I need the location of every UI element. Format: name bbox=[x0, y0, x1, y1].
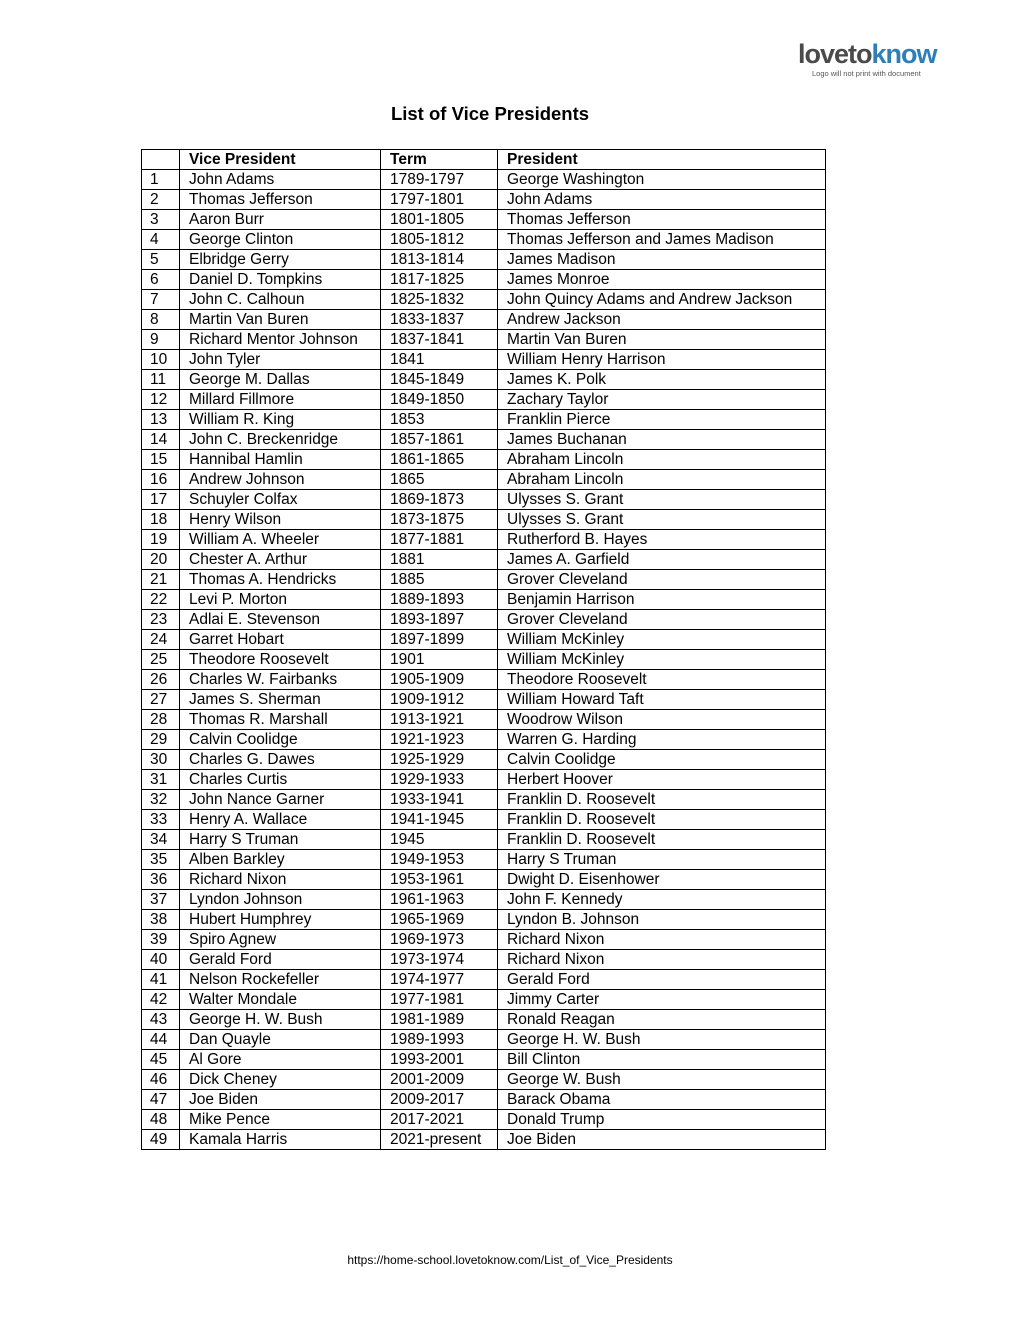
president-name: Zachary Taylor bbox=[498, 390, 826, 410]
table-row bbox=[142, 930, 826, 950]
header-vice-president: Vice President bbox=[180, 150, 381, 170]
vice-president-name: Lyndon Johnson bbox=[180, 890, 381, 910]
footer-url: https://home-school.lovetoknow.com/List_of_Vice_Presidents bbox=[347, 1253, 673, 1267]
vice-president-name: Elbridge Gerry bbox=[180, 250, 381, 270]
term: 1813-1814 bbox=[381, 250, 498, 270]
term: 1801-1805 bbox=[381, 210, 498, 230]
president-name: Herbert Hoover bbox=[498, 770, 826, 790]
president-name: William McKinley bbox=[498, 650, 826, 670]
vice-president-name: Thomas R. Marshall bbox=[180, 710, 381, 730]
table-row bbox=[142, 210, 826, 230]
vice-president-name: Calvin Coolidge bbox=[180, 730, 381, 750]
term: 1877-1881 bbox=[381, 530, 498, 550]
table-row bbox=[142, 590, 826, 610]
table-row bbox=[142, 290, 826, 310]
president-name: John F. Kennedy bbox=[498, 890, 826, 910]
president-name: Ulysses S. Grant bbox=[498, 490, 826, 510]
president-name: Franklin D. Roosevelt bbox=[498, 790, 826, 810]
term: 1949-1953 bbox=[381, 850, 498, 870]
term: 1989-1993 bbox=[381, 1030, 498, 1050]
table-row bbox=[142, 430, 826, 450]
vice-president-name: Harry S Truman bbox=[180, 830, 381, 850]
table-row bbox=[142, 610, 826, 630]
vice-president-name: Schuyler Colfax bbox=[180, 490, 381, 510]
row-number: 20 bbox=[142, 550, 180, 570]
term: 1921-1923 bbox=[381, 730, 498, 750]
row-number: 28 bbox=[142, 710, 180, 730]
vice-president-name: Millard Fillmore bbox=[180, 390, 381, 410]
header-term: Term bbox=[381, 150, 498, 170]
president-name: James Buchanan bbox=[498, 430, 826, 450]
row-number: 21 bbox=[142, 570, 180, 590]
president-name: Richard Nixon bbox=[498, 930, 826, 950]
vice-president-name: Richard Mentor Johnson bbox=[180, 330, 381, 350]
term: 1841 bbox=[381, 350, 498, 370]
vice-president-name: Levi P. Morton bbox=[180, 590, 381, 610]
president-name: Benjamin Harrison bbox=[498, 590, 826, 610]
row-number: 17 bbox=[142, 490, 180, 510]
table-row bbox=[142, 190, 826, 210]
term: 1929-1933 bbox=[381, 770, 498, 790]
president-name: Ronald Reagan bbox=[498, 1010, 826, 1030]
president-name: Bill Clinton bbox=[498, 1050, 826, 1070]
row-number: 36 bbox=[142, 870, 180, 890]
table-row bbox=[142, 1070, 826, 1090]
vice-president-name: Chester A. Arthur bbox=[180, 550, 381, 570]
table-row bbox=[142, 370, 826, 390]
president-name: Martin Van Buren bbox=[498, 330, 826, 350]
vice-president-name: John Nance Garner bbox=[180, 790, 381, 810]
term: 1837-1841 bbox=[381, 330, 498, 350]
logo-part-2: know bbox=[871, 39, 937, 69]
term: 1865 bbox=[381, 470, 498, 490]
vice-president-name: Aaron Burr bbox=[180, 210, 381, 230]
term: 1873-1875 bbox=[381, 510, 498, 530]
president-name: Joe Biden bbox=[498, 1130, 826, 1150]
table-row bbox=[142, 750, 826, 770]
vice-president-name: Nelson Rockefeller bbox=[180, 970, 381, 990]
row-number: 22 bbox=[142, 590, 180, 610]
term: 1909-1912 bbox=[381, 690, 498, 710]
row-number: 3 bbox=[142, 210, 180, 230]
president-name: George Washington bbox=[498, 170, 826, 190]
row-number: 27 bbox=[142, 690, 180, 710]
president-name: Rutherford B. Hayes bbox=[498, 530, 826, 550]
table-header-row bbox=[142, 150, 826, 170]
table-row bbox=[142, 270, 826, 290]
vice-president-name: John C. Calhoun bbox=[180, 290, 381, 310]
table-row bbox=[142, 970, 826, 990]
term: 2021-present bbox=[381, 1130, 498, 1150]
row-number: 29 bbox=[142, 730, 180, 750]
row-number: 32 bbox=[142, 790, 180, 810]
row-number: 2 bbox=[142, 190, 180, 210]
table-row bbox=[142, 630, 826, 650]
president-name: Thomas Jefferson and James Madison bbox=[498, 230, 826, 250]
vice-president-name: Henry Wilson bbox=[180, 510, 381, 530]
term: 1861-1865 bbox=[381, 450, 498, 470]
term: 1833-1837 bbox=[381, 310, 498, 330]
term: 1973-1974 bbox=[381, 950, 498, 970]
term: 1965-1969 bbox=[381, 910, 498, 930]
table-row bbox=[142, 550, 826, 570]
president-name: Richard Nixon bbox=[498, 950, 826, 970]
row-number: 19 bbox=[142, 530, 180, 550]
vice-president-name: Theodore Roosevelt bbox=[180, 650, 381, 670]
vice-president-name: Charles G. Dawes bbox=[180, 750, 381, 770]
president-name: George W. Bush bbox=[498, 1070, 826, 1090]
president-name: George H. W. Bush bbox=[498, 1030, 826, 1050]
table-row bbox=[142, 330, 826, 350]
term: 1977-1981 bbox=[381, 990, 498, 1010]
row-number: 23 bbox=[142, 610, 180, 630]
table-body bbox=[142, 170, 826, 1150]
vice-president-name: Adlai E. Stevenson bbox=[180, 610, 381, 630]
president-name: Grover Cleveland bbox=[498, 610, 826, 630]
term: 1881 bbox=[381, 550, 498, 570]
table-row bbox=[142, 790, 826, 810]
table-row bbox=[142, 770, 826, 790]
president-name: William McKinley bbox=[498, 630, 826, 650]
term: 1945 bbox=[381, 830, 498, 850]
table-row bbox=[142, 710, 826, 730]
term: 1933-1941 bbox=[381, 790, 498, 810]
president-name: James Madison bbox=[498, 250, 826, 270]
vice-president-name: Al Gore bbox=[180, 1050, 381, 1070]
vice-president-name: Mike Pence bbox=[180, 1110, 381, 1130]
term: 1825-1832 bbox=[381, 290, 498, 310]
vice-president-name: Spiro Agnew bbox=[180, 930, 381, 950]
row-number: 46 bbox=[142, 1070, 180, 1090]
president-name: Grover Cleveland bbox=[498, 570, 826, 590]
vice-president-name: Alben Barkley bbox=[180, 850, 381, 870]
table-row bbox=[142, 670, 826, 690]
term: 1789-1797 bbox=[381, 170, 498, 190]
president-name: Thomas Jefferson bbox=[498, 210, 826, 230]
term: 1941-1945 bbox=[381, 810, 498, 830]
term: 1913-1921 bbox=[381, 710, 498, 730]
table-row bbox=[142, 690, 826, 710]
table-row bbox=[142, 230, 826, 250]
vice-president-name: Charles Curtis bbox=[180, 770, 381, 790]
table-row bbox=[142, 450, 826, 470]
term: 2009-2017 bbox=[381, 1090, 498, 1110]
row-number: 40 bbox=[142, 950, 180, 970]
vice-president-name: William A. Wheeler bbox=[180, 530, 381, 550]
row-number: 7 bbox=[142, 290, 180, 310]
president-name: Warren G. Harding bbox=[498, 730, 826, 750]
row-number: 48 bbox=[142, 1110, 180, 1130]
row-number: 25 bbox=[142, 650, 180, 670]
term: 1969-1973 bbox=[381, 930, 498, 950]
vice-president-name: Hannibal Hamlin bbox=[180, 450, 381, 470]
row-number: 39 bbox=[142, 930, 180, 950]
table-row bbox=[142, 350, 826, 370]
row-number: 44 bbox=[142, 1030, 180, 1050]
term: 1889-1893 bbox=[381, 590, 498, 610]
table-row bbox=[142, 1050, 826, 1070]
president-name: Franklin D. Roosevelt bbox=[498, 810, 826, 830]
row-number: 24 bbox=[142, 630, 180, 650]
row-number: 37 bbox=[142, 890, 180, 910]
table-row bbox=[142, 170, 826, 190]
table-row bbox=[142, 530, 826, 550]
lovetoknow-logo bbox=[798, 40, 958, 78]
table-row bbox=[142, 1030, 826, 1050]
table-row bbox=[142, 830, 826, 850]
president-name: James K. Polk bbox=[498, 370, 826, 390]
row-number: 34 bbox=[142, 830, 180, 850]
table-row bbox=[142, 1130, 826, 1150]
president-name: William Henry Harrison bbox=[498, 350, 826, 370]
row-number: 42 bbox=[142, 990, 180, 1010]
row-number: 18 bbox=[142, 510, 180, 530]
table-row bbox=[142, 390, 826, 410]
page-title: List of Vice Presidents bbox=[390, 103, 590, 124]
table-row bbox=[142, 910, 826, 930]
president-name: Ulysses S. Grant bbox=[498, 510, 826, 530]
vice-president-name: William R. King bbox=[180, 410, 381, 430]
vice-president-name: Gerald Ford bbox=[180, 950, 381, 970]
row-number: 11 bbox=[142, 370, 180, 390]
row-number: 33 bbox=[142, 810, 180, 830]
president-name: John Adams bbox=[498, 190, 826, 210]
term: 1905-1909 bbox=[381, 670, 498, 690]
president-name: Calvin Coolidge bbox=[498, 750, 826, 770]
president-name: Lyndon B. Johnson bbox=[498, 910, 826, 930]
term: 1885 bbox=[381, 570, 498, 590]
president-name: Woodrow Wilson bbox=[498, 710, 826, 730]
term: 1893-1897 bbox=[381, 610, 498, 630]
president-name: William Howard Taft bbox=[498, 690, 826, 710]
president-name: James A. Garfield bbox=[498, 550, 826, 570]
vice-president-name: George Clinton bbox=[180, 230, 381, 250]
vice-president-name: George H. W. Bush bbox=[180, 1010, 381, 1030]
president-name: James Monroe bbox=[498, 270, 826, 290]
row-number: 12 bbox=[142, 390, 180, 410]
term: 1849-1850 bbox=[381, 390, 498, 410]
row-number: 14 bbox=[142, 430, 180, 450]
vice-president-name: Henry A. Wallace bbox=[180, 810, 381, 830]
president-name: Theodore Roosevelt bbox=[498, 670, 826, 690]
term: 1853 bbox=[381, 410, 498, 430]
logo-note: Logo will not print with document bbox=[812, 69, 921, 78]
vice-president-name: Thomas Jefferson bbox=[180, 190, 381, 210]
row-number: 4 bbox=[142, 230, 180, 250]
table-row bbox=[142, 1010, 826, 1030]
president-name: Gerald Ford bbox=[498, 970, 826, 990]
row-number: 16 bbox=[142, 470, 180, 490]
row-number: 15 bbox=[142, 450, 180, 470]
vice-president-name: Garret Hobart bbox=[180, 630, 381, 650]
vice-president-name: Kamala Harris bbox=[180, 1130, 381, 1150]
term: 1925-1929 bbox=[381, 750, 498, 770]
vice-president-name: James S. Sherman bbox=[180, 690, 381, 710]
vice-president-name: Joe Biden bbox=[180, 1090, 381, 1110]
term: 1897-1899 bbox=[381, 630, 498, 650]
vice-president-name: Daniel D. Tompkins bbox=[180, 270, 381, 290]
term: 1993-2001 bbox=[381, 1050, 498, 1070]
row-number: 10 bbox=[142, 350, 180, 370]
vice-president-name: Andrew Johnson bbox=[180, 470, 381, 490]
president-name: John Quincy Adams and Andrew Jackson bbox=[498, 290, 826, 310]
term: 1869-1873 bbox=[381, 490, 498, 510]
row-number: 9 bbox=[142, 330, 180, 350]
president-name: Abraham Lincoln bbox=[498, 450, 826, 470]
president-name: Andrew Jackson bbox=[498, 310, 826, 330]
table-row bbox=[142, 470, 826, 490]
president-name: Dwight D. Eisenhower bbox=[498, 870, 826, 890]
row-number: 49 bbox=[142, 1130, 180, 1150]
president-name: Barack Obama bbox=[498, 1090, 826, 1110]
term: 2017-2021 bbox=[381, 1110, 498, 1130]
term: 1797-1801 bbox=[381, 190, 498, 210]
term: 1953-1961 bbox=[381, 870, 498, 890]
vice-president-name: Richard Nixon bbox=[180, 870, 381, 890]
table-row bbox=[142, 870, 826, 890]
vice-president-name: Charles W. Fairbanks bbox=[180, 670, 381, 690]
table-row bbox=[142, 570, 826, 590]
president-name: Harry S Truman bbox=[498, 850, 826, 870]
term: 1817-1825 bbox=[381, 270, 498, 290]
vice-presidents-table bbox=[141, 149, 826, 1150]
table-row bbox=[142, 410, 826, 430]
vice-president-name: Dan Quayle bbox=[180, 1030, 381, 1050]
table-row bbox=[142, 650, 826, 670]
row-number: 45 bbox=[142, 1050, 180, 1070]
president-name: Jimmy Carter bbox=[498, 990, 826, 1010]
header-number bbox=[142, 150, 180, 170]
term: 1857-1861 bbox=[381, 430, 498, 450]
table-row bbox=[142, 310, 826, 330]
term: 1981-1989 bbox=[381, 1010, 498, 1030]
row-number: 6 bbox=[142, 270, 180, 290]
row-number: 8 bbox=[142, 310, 180, 330]
row-number: 38 bbox=[142, 910, 180, 930]
row-number: 5 bbox=[142, 250, 180, 270]
row-number: 47 bbox=[142, 1090, 180, 1110]
term: 1805-1812 bbox=[381, 230, 498, 250]
header-president: President bbox=[498, 150, 826, 170]
table-row bbox=[142, 490, 826, 510]
president-name: Abraham Lincoln bbox=[498, 470, 826, 490]
vice-president-name: Martin Van Buren bbox=[180, 310, 381, 330]
row-number: 43 bbox=[142, 1010, 180, 1030]
president-name: Franklin D. Roosevelt bbox=[498, 830, 826, 850]
table-row bbox=[142, 990, 826, 1010]
row-number: 13 bbox=[142, 410, 180, 430]
table-row bbox=[142, 250, 826, 270]
vice-president-name: George M. Dallas bbox=[180, 370, 381, 390]
table-row bbox=[142, 1110, 826, 1130]
table-row bbox=[142, 950, 826, 970]
term: 1974-1977 bbox=[381, 970, 498, 990]
president-name: Franklin Pierce bbox=[498, 410, 826, 430]
row-number: 31 bbox=[142, 770, 180, 790]
logo-wordmark bbox=[798, 40, 958, 68]
table-row bbox=[142, 850, 826, 870]
term: 2001-2009 bbox=[381, 1070, 498, 1090]
logo-part-1: loveto bbox=[798, 39, 872, 69]
vice-president-name: John Tyler bbox=[180, 350, 381, 370]
table-row bbox=[142, 730, 826, 750]
table-row bbox=[142, 510, 826, 530]
term: 1901 bbox=[381, 650, 498, 670]
row-number: 26 bbox=[142, 670, 180, 690]
vice-president-name: Hubert Humphrey bbox=[180, 910, 381, 930]
table-row bbox=[142, 1090, 826, 1110]
row-number: 35 bbox=[142, 850, 180, 870]
vice-president-name: Thomas A. Hendricks bbox=[180, 570, 381, 590]
row-number: 1 bbox=[142, 170, 180, 190]
vice-president-name: Dick Cheney bbox=[180, 1070, 381, 1090]
term: 1845-1849 bbox=[381, 370, 498, 390]
vice-president-name: John C. Breckenridge bbox=[180, 430, 381, 450]
term: 1961-1963 bbox=[381, 890, 498, 910]
vice-president-name: Walter Mondale bbox=[180, 990, 381, 1010]
table-row bbox=[142, 890, 826, 910]
row-number: 30 bbox=[142, 750, 180, 770]
vice-president-name: John Adams bbox=[180, 170, 381, 190]
row-number: 41 bbox=[142, 970, 180, 990]
table-row bbox=[142, 810, 826, 830]
president-name: Donald Trump bbox=[498, 1110, 826, 1130]
